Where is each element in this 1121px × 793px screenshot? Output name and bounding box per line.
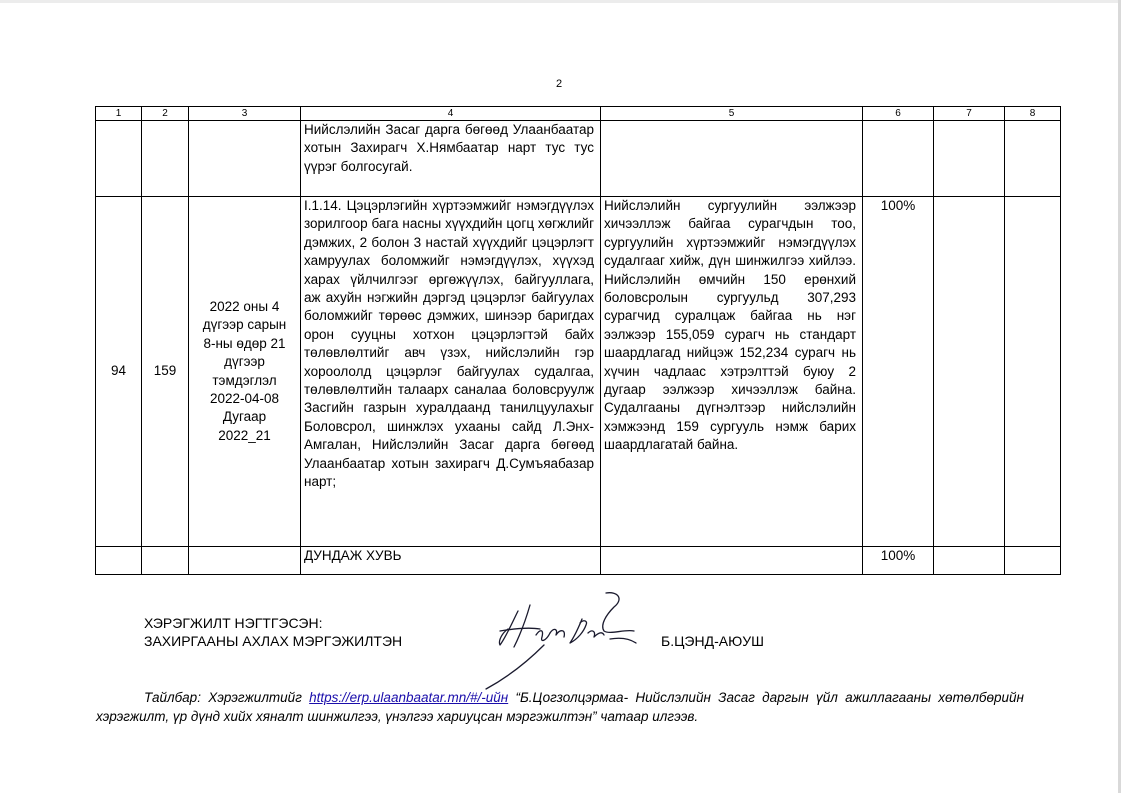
cell-task: I.1.14. Цэцэрлэгийн хүртээмжийг нэмэгдүүлэх зорилгоор бага насны хүүхдийн цогц хөгжлийг дэмжих, 2 болон 3 настай хүүхдийг цэцэрлэгт хамруулах боломжийг нэмэгдүүлэх, хүүхэд харах үйлчилгээг өргөжүүлэх, байгууллага, аж ахуйн нэгжийн дэргэд цэцэрлэг байгуулах боломжийг төрөөс дэмжих, шинээр баригдах орон сууцны хотхон цэцэрлэгтэй байх төлөвлөлтийг авч үзэх, нийслэлийн гэр хороололд цэцэрлэг байгуулах судалгаа, төлөвлөлтийн талаарх саналаа боловсруулж Засгийн газрын хуралдаанд танилцуулахыг Боловсрол, шинжлэх ухааны сайд Л.Энх-Амгалан, Нийслэлийн Засаг дарга бөгөөд Улаанбаатар хотын захирагч Д.Сумъяабазар нарт; [301,197,601,547]
column-number: 6 [863,107,934,121]
footnote-rest: “Б.Цогзолцэрмаа- Нийслэлийн Засаг даргын үйл ажиллагааны хөтөлбөрийн хэрэгжилт, үр дүнд хийх хяналт шинжилгээ, үнэлгээ хариуцсан мэргэжилтэн” чатаар илгээв. [96,690,1024,724]
table-row [96,121,1061,197]
cell-date: 2022 оны 4 дүгээр сарын 8-ны өдөр 21 дүгээр тэмдэглэл 2022-04-08 Дугаар 2022_21 [189,197,301,547]
table-row-average [96,547,1061,575]
cell-percent: 100% [863,197,934,547]
cell-col7 [934,547,1005,575]
report-table [95,106,1061,575]
cell-progress: Нийслэлийн сургуулийн ээлжээр хичээллэж байгаа сурагчдын тоо, сургуулийн хүртээмжийг нэмэгдүүлэх судалгааг хийж, дүн шинжилгээ хийлээ. Нийслэлийн өмчийн 150 ерөнхий боловсролын сургуульд 307,293 сурагчид суралцаж байгаа нь нэг ээлжээр 155,059 сурагч нь стандарт шаардлагад нийцэж 152,234 сурагч нь хүчин чадлаас хэтрэлттэй буюу 2 дугаар ээлжээр хичээллэж байна. Судалгааны дүгнэлтээр нийслэлийн хэмжээнд 159 сургууль нэмж барих шаардлагатай байна. [601,197,863,547]
cell-progress [601,121,863,197]
signature-line-1: ХЭРЭГЖИЛТ НЭГТГЭСЭН: [144,615,323,631]
cell-index: 94 [96,197,142,547]
cell-average-percent: 100% [863,547,934,575]
cell-col8 [1005,197,1061,547]
signatory-name: Б.ЦЭНД-АЮУШ [661,633,764,649]
cell-date [189,547,301,575]
cell-number [142,547,189,575]
handwritten-signature [478,585,638,695]
cell-task: Нийслэлийн Засаг дарга бөгөөд Улаанбаатар хотын Захирагч Х.Нямбаатар нарт тус тус үүрэг болгосугай. [301,121,601,197]
cell-col8 [1005,121,1061,197]
cell-percent [863,121,934,197]
footnote [96,688,1024,726]
signature-block [144,614,402,650]
column-number: 7 [934,107,1005,121]
footnote-lead: Тайлбар: Хэрэгжилтийг [144,690,310,705]
cell-date [189,121,301,197]
column-number: 3 [189,107,301,121]
table-row [96,197,1061,547]
cell-col7 [934,197,1005,547]
column-number: 1 [96,107,142,121]
cell-number: 159 [142,197,189,547]
cell-col7 [934,121,1005,197]
column-number: 5 [601,107,863,121]
cell-progress [601,547,863,575]
cell-index [96,547,142,575]
column-number: 2 [142,107,189,121]
erp-link[interactable]: https://erp.ulaanbaatar.mn/#/-ийн [309,690,509,705]
signature-line-2: ЗАХИРГААНЫ АХЛАХ МЭРГЭЖИЛТЭН [144,633,403,649]
cell-col8 [1005,547,1061,575]
page-edge-top [0,0,1121,3]
column-number: 8 [1005,107,1061,121]
page-number: 2 [555,78,563,90]
cell-index [96,121,142,197]
column-number: 4 [301,107,601,121]
column-number-row [96,107,1061,121]
cell-number [142,121,189,197]
cell-average-label: ДУНДАЖ ХУВЬ [301,547,601,575]
